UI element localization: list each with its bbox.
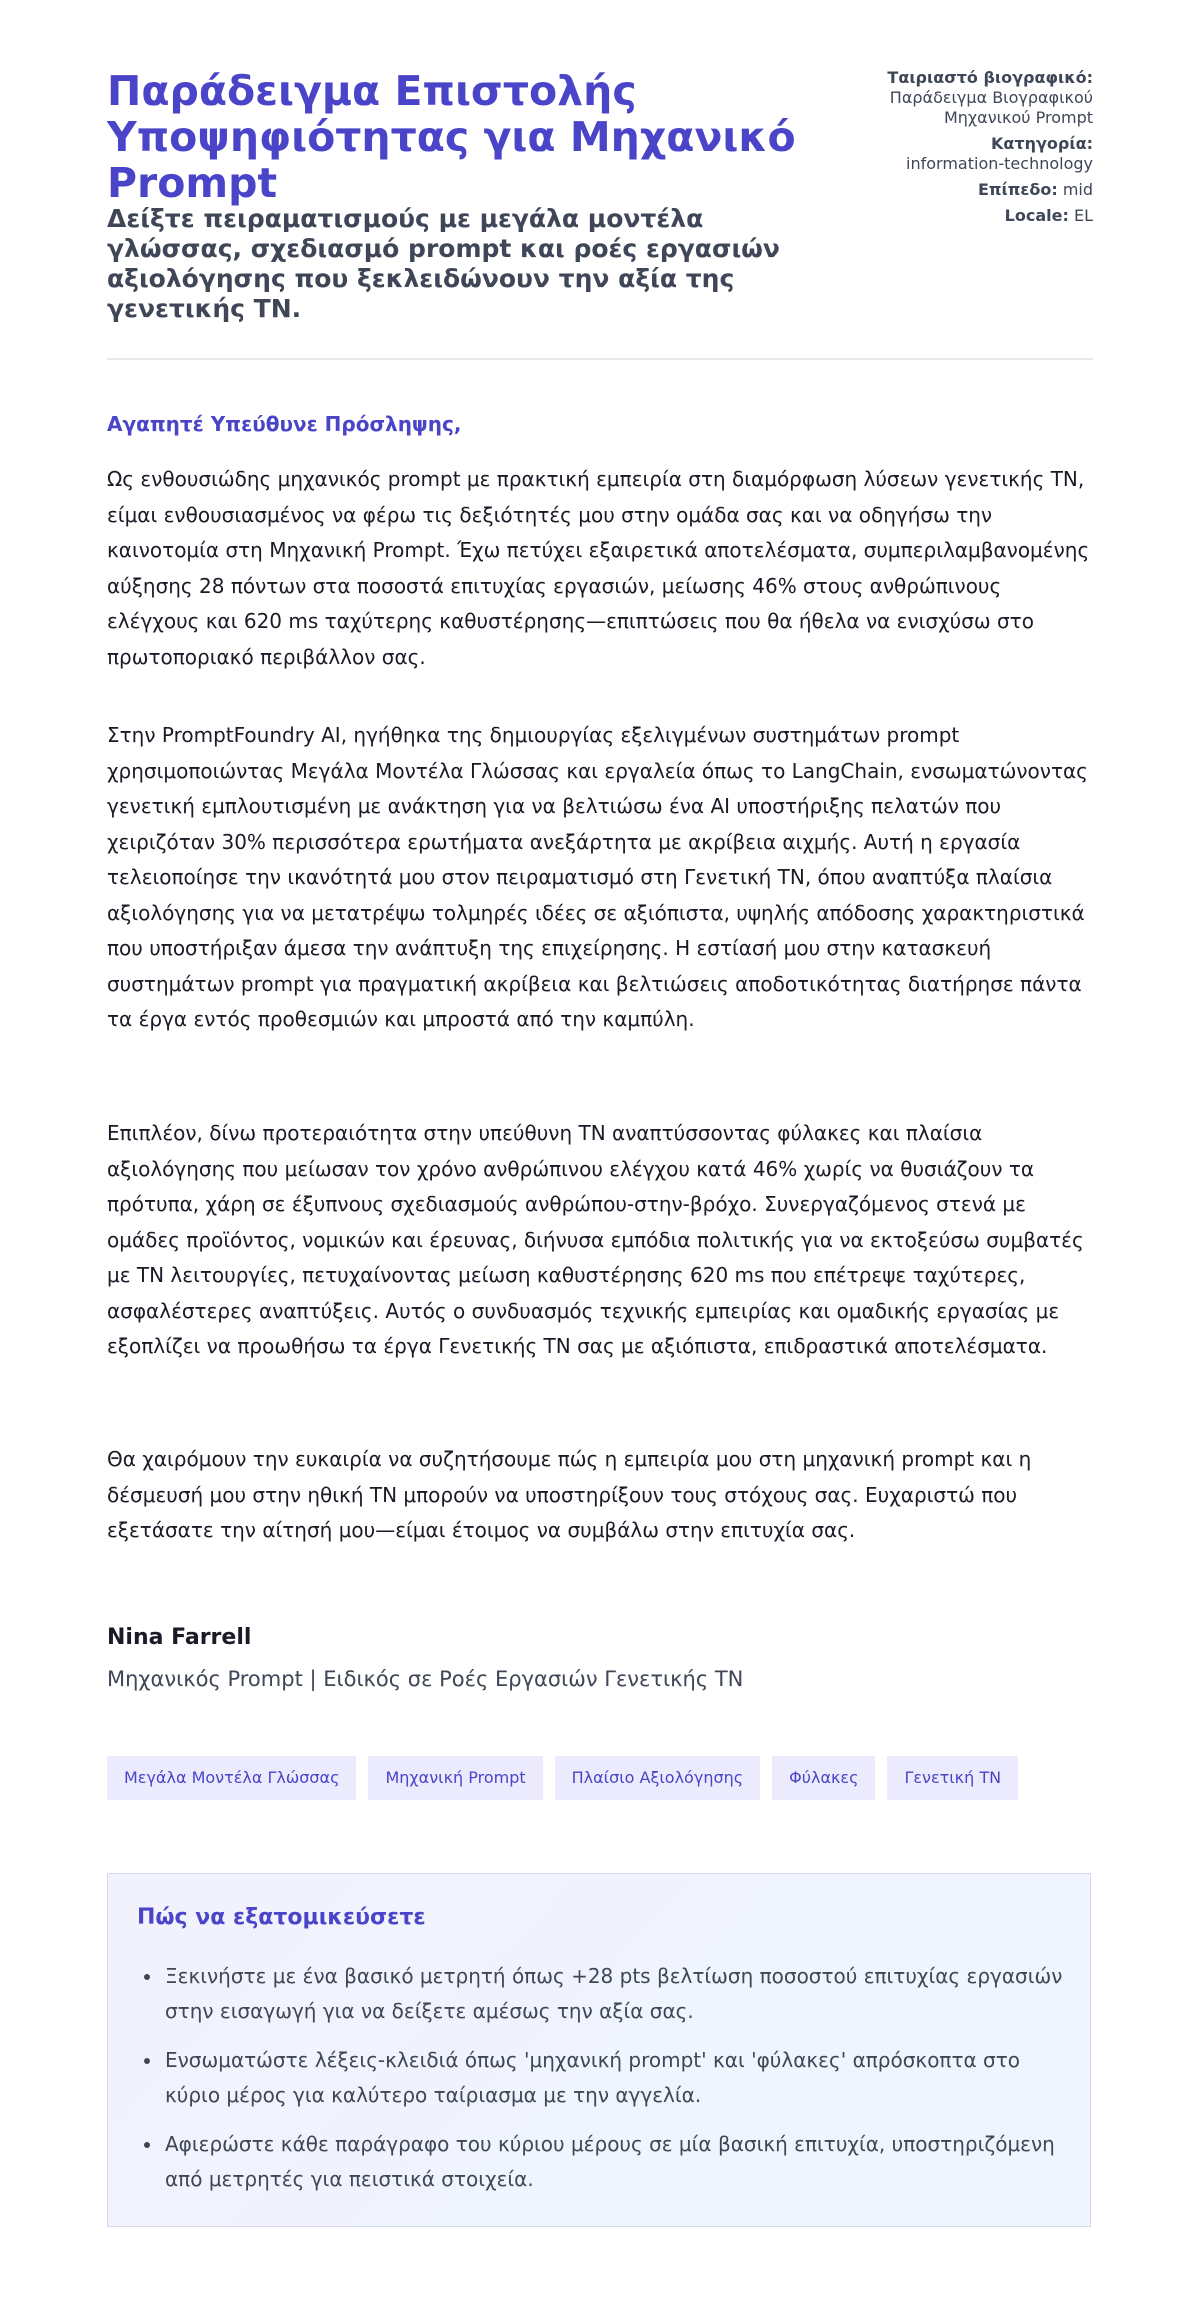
letter-paragraph: Στην PromptFoundry AI, ηγήθηκα της δημιουργίας εξελιγμένων συστημάτων prompt χρησιμοποιώντας Μεγάλα Μοντέλα Γλώσσας και εργαλεία όπως το LangChain, ενσωματώνοντας γενετική εμπλουτισμένη με ανάκτηση για να βελτιώσω ένα AI υποστήριξης πελατών που χειριζόταν 30% περισσότερα ερωτήματα ανεξάρτητα με ακρίβεια αιχμής. Αυτή η εργασία τελειοποίησε την ικανότητά μου στον πειραματισμό στη Γενετική ΤΝ, όπου αναπτύξα πλαίσια αξιολόγησης για να μετατρέψω τολμηρές ιδέες σε αξιόπιστα, υψηλής απόδοσης χαρακτηριστικά που υποστήριξαν άμεσα την ανάπτυξη της επιχείρησης. Η εστίασή μου στην κατασκευή συστημάτων prompt για πραγματική ακρίβεια και βελτιώσεις αποδοτικότητας διατήρησε πάντα τα έργα εντός προθεσμιών και μπροστά από την καμπύλη.: [107, 723, 1088, 1031]
tip-item: • Ενσωματώστε λέξεις-κλειδιά όπως 'μηχανική prompt' και 'φύλακες' απρόσκοπτα στο κύριο μέρος για καλύτερο ταίριασμα με την αγγελία.: [163, 2043, 1063, 2113]
signature-name: Nina Farrell: [107, 1625, 252, 1650]
meta-value: information-technology: [906, 154, 1093, 173]
meta-locale: [843, 206, 1093, 226]
tips-title: Πώς να εξατομικεύσετε: [137, 1905, 426, 1930]
tip-item: • Ξεκινήστε με ένα βασικό μετρητή όπως +28 pts βελτίωση ποσοστού επιτυχίας εργασιών στην εισαγωγή για να δείξετε αμέσως την αξία σας.: [163, 1959, 1063, 2029]
tip-item: • Αφιερώστε κάθε παράγραφο του κύριου μέρους σε μία βασική επιτυχία, υποστηριζόμενη από μετρητές για πειστικά στοιχεία.: [163, 2127, 1063, 2197]
meta-key: Κατηγορία:: [991, 134, 1093, 153]
skill-tag: Πλαίσιο Αξιολόγησης: [555, 1756, 761, 1800]
page-header: [107, 68, 1093, 358]
meta-level: [843, 180, 1093, 200]
tips-list: [137, 1959, 1063, 2211]
meta-key: Επίπεδο:: [977, 180, 1058, 199]
skill-tag: Φύλακες: [772, 1756, 875, 1800]
meta-value: Παράδειγμα Βιογραφικού Μηχανικού Prompt: [889, 88, 1093, 127]
skill-tag: Γενετική ΤΝ: [887, 1756, 1018, 1800]
letter-paragraph: Ως ενθουσιώδης μηχανικός prompt με πρακτική εμπειρία στη διαμόρφωση λύσεων γενετικής ΤΝ, είμαι ενθουσιασμένος να φέρω τις δεξιότητές μου στην ομάδα σας και να οδηγήσω την καινοτομία στη Μηχανική Prompt. Έχω πετύχει εξαιρετικά αποτελέσματα, συμπεριλαμβανομένης αύξησης 28 πόντων στα ποσοστά επιτυχίας εργασιών, μείωσης 46% στους ανθρώπινους ελέγχους και 620 ms ταχύτερης καθυστέρησης—επιπτώσεις που θα ήθελα να ενισχύσω στο πρωτοποριακό περιβάλλον σας.: [107, 467, 1090, 669]
meta-key: Ταιριαστό βιογραφικό:: [887, 68, 1093, 87]
skill-tag: Μεγάλα Μοντέλα Γλώσσας: [107, 1756, 356, 1800]
meta-value: EL: [1073, 206, 1093, 225]
customization-tips-box: [107, 1873, 1091, 2227]
skill-tags: [107, 1756, 1093, 1800]
meta-value: mid: [1062, 180, 1093, 199]
meta-panel: [843, 68, 1093, 232]
header-divider: [107, 358, 1093, 360]
skill-tag: Μηχανική Prompt: [368, 1756, 542, 1800]
page-title: Παράδειγμα Επιστολής Υποψηφιότητας για Μηχανικό Prompt: [107, 67, 796, 207]
meta-category: [843, 134, 1093, 174]
meta-key: Locale:: [1004, 206, 1069, 225]
letter-paragraph: Επιπλέον, δίνω προτεραιότητα στην υπεύθυνη ΤΝ αναπτύσσοντας φύλακες και πλαίσια αξιολόγησης που μείωσαν τον χρόνο ανθρώπινου ελέγχου κατά 46% χωρίς να θυσιάζουν τα πρότυπα, χάρη σε έξυπνους σχεδιασμούς ανθρώπου-στην-βρόχο. Συνεργαζόμενος στενά με ομάδες προϊόντος, νομικών και έρευνας, διήνυσα εμπόδια πολιτικής για να εκτοξεύσω συμβατές με ΤΝ λειτουργίες, πετυχαίνοντας μείωση καθυστέρησης 620 ms που επέτρεψε ταχύτερες, ασφαλέστερες αναπτύξεις. Αυτός ο συνδυασμός τεχνικής εμπειρίας και ομαδικής εργασίας με εξοπλίζει να προωθήσω τα έργα Γενετικής ΤΝ σας με αξιόπιστα, επιδραστικά αποτελέσματα.: [107, 1121, 1084, 1358]
letter-paragraph: Θα χαιρόμουν την ευκαιρία να συζητήσουμε πώς η εμπειρία μου στη μηχανική prompt και η δέσμευσή μου στην ηθική ΤΝ μπορούν να υποστηρίξουν τους στόχους σας. Ευχαριστώ που εξετάσατε την αίτησή μου—είμαι έτοιμος να συμβάλω στην επιτυχία σας.: [107, 1447, 1032, 1542]
meta-matching-resume: [843, 68, 1093, 128]
page-subtitle: Δείξτε πειραματισμούς με μεγάλα μοντέλα γλώσσας, σχεδιασμό prompt και ροές εργασιών αξιολόγησης που ξεκλειδώνουν την αξία της γενετικής ΤΝ.: [107, 204, 780, 323]
letter-salutation: Αγαπητέ Υπεύθυνε Πρόσληψης,: [107, 412, 462, 436]
signature-title: Μηχανικός Prompt | Ειδικός σε Ροές Εργασιών Γενετικής ΤΝ: [107, 1667, 744, 1691]
